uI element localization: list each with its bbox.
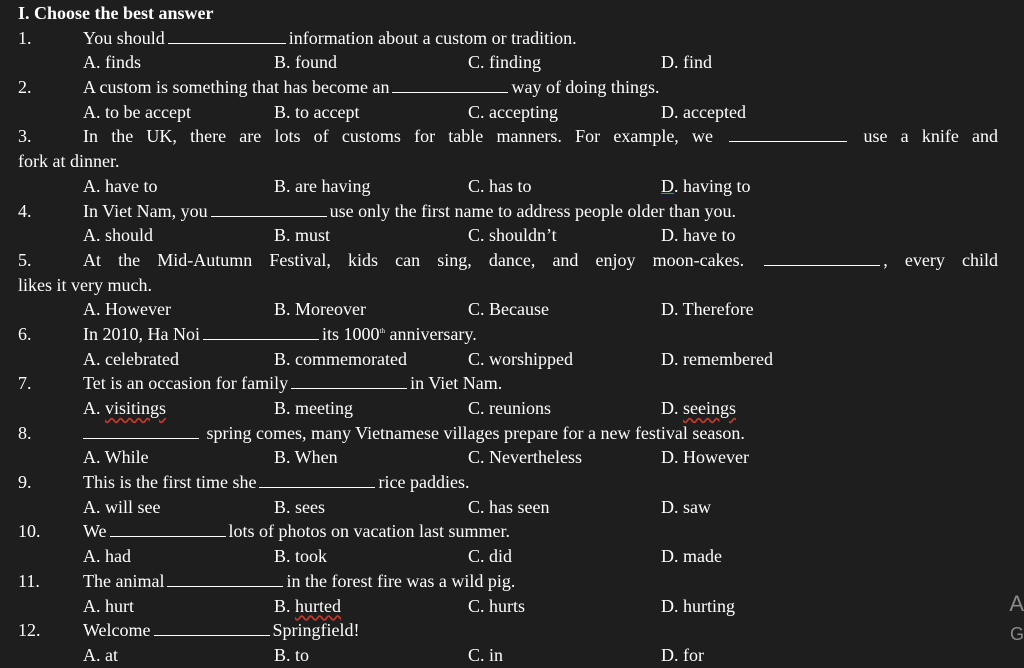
answer-blank (211, 199, 327, 217)
question-3 (18, 124, 998, 198)
option-b: B. took (274, 546, 328, 567)
option-a: A. finds (83, 52, 141, 73)
option-d: D. remembered (661, 348, 773, 369)
answer-blank (764, 248, 880, 266)
question-stem: You should information about a custom or tradition. (83, 27, 577, 48)
question-stem: Tet is an occasion for family in Viet Nam. (83, 373, 503, 394)
answer-blank (203, 322, 319, 340)
option-d: D. having to (661, 175, 751, 196)
option-b: B. found (274, 52, 337, 73)
option-b: B. hurted (274, 595, 341, 616)
question-stem: spring comes, many Vietnamese villages prepare for a new festival season. (83, 421, 745, 446)
option-d: D. hurting (661, 595, 735, 616)
spellcheck-word: visitings (105, 398, 167, 418)
options-row (18, 544, 998, 569)
question-stem: We lots of photos on vacation last summer. (83, 521, 511, 542)
option-b: B. When (274, 447, 338, 468)
option-c: C. did (468, 546, 513, 567)
question-9 (18, 470, 998, 519)
answer-blank (168, 26, 286, 44)
options-row (18, 297, 998, 322)
options-row (18, 347, 998, 372)
answer-blank (110, 519, 226, 537)
option-b: B. Moreover (274, 299, 366, 320)
question-stem: Welcome Springfield! (83, 620, 360, 641)
option-d: D. for (661, 644, 704, 665)
option-c: C. shouldn’t (468, 225, 557, 246)
options-row (18, 174, 998, 199)
option-b: B. must (274, 225, 331, 246)
spellcheck-word: seeings (683, 398, 736, 418)
question-continuation: fork at dinner. (18, 151, 120, 172)
question-number: 11. (18, 570, 40, 591)
question-8 (18, 421, 998, 470)
option-b: B. sees (274, 496, 325, 517)
option-c: C. finding (468, 52, 542, 73)
option-a: A. celebrated (83, 348, 179, 369)
option-a: A. visitings (83, 398, 167, 418)
option-c: C. worshipped (468, 348, 573, 369)
question-12 (18, 618, 998, 667)
option-c: C. reunions (468, 398, 551, 418)
question-stem: This is the first time she rice paddies. (83, 472, 470, 493)
option-d: D. Therefore (661, 299, 754, 320)
ordinal-suffix: th (379, 326, 385, 335)
option-a: A. at (83, 644, 118, 665)
option-d: D. have to (661, 225, 736, 246)
question-number: 6. (18, 323, 32, 344)
question-number: 7. (18, 373, 32, 394)
option-d: D. seeings (661, 398, 736, 418)
question-stem: In the UK, there are lots of customs for table manners. For example, we use a knife and (83, 126, 998, 147)
question-number: 12. (18, 620, 41, 641)
answer-blank (729, 124, 847, 142)
answer-blank (83, 421, 199, 439)
question-4 (18, 199, 998, 248)
worksheet (18, 1, 998, 668)
option-b: B. commemorated (274, 348, 407, 369)
question-number: 3. (18, 126, 32, 147)
spellcheck-word: hurted (295, 595, 341, 616)
question-number: 4. (18, 200, 32, 221)
option-b: B. to (274, 644, 310, 665)
option-c: C. in (468, 644, 504, 665)
option-b: B. are having (274, 175, 371, 196)
answer-blank (167, 569, 283, 587)
option-d: D. find (661, 52, 712, 73)
option-a: A. should (83, 225, 154, 246)
answer-blank (154, 618, 270, 636)
question-number: 1. (18, 27, 32, 48)
question-stem: At the Mid-Autumn Festival, kids can sing, dance, and enjoy moon-cakes. , every child (83, 249, 998, 270)
question-stem: A custom is something that has become an way of doing things. (83, 77, 660, 98)
option-b: B. to accept (274, 101, 360, 122)
options-row (18, 643, 998, 668)
option-a: A. While (83, 447, 149, 468)
option-a: A. have to (83, 175, 158, 196)
option-b: B. meeting (274, 398, 353, 418)
answer-blank (392, 75, 508, 93)
question-continuation: likes it very much. (18, 274, 152, 295)
options-row (18, 223, 998, 248)
question-number: 2. (18, 77, 32, 98)
option-c: C. Because (468, 299, 549, 320)
options-row (18, 594, 998, 619)
answer-blank (291, 371, 407, 389)
option-a: A. However (83, 299, 171, 320)
option-c: C. has seen (468, 496, 550, 517)
options-row (18, 495, 998, 520)
question-11 (18, 569, 998, 618)
option-d: D. made (661, 546, 722, 567)
question-number: 5. (18, 249, 32, 270)
option-a: A. to be accept (83, 101, 191, 122)
option-a: A. hurt (83, 595, 134, 616)
options-row (18, 50, 998, 75)
question-number: 8. (18, 422, 32, 443)
edge-glyph-a: A (1009, 591, 1024, 616)
question-2 (18, 75, 998, 124)
answer-blank (259, 470, 375, 488)
options-row (18, 445, 998, 470)
option-c: C. accepting (468, 101, 558, 122)
question-1 (18, 26, 998, 75)
option-c: C. hurts (468, 595, 526, 616)
question-number: 10. (18, 521, 41, 542)
option-d: D. saw (661, 496, 711, 517)
option-d: D. accepted (661, 101, 746, 122)
option-a: A. had (83, 546, 131, 567)
options-row (18, 396, 998, 421)
question-7 (18, 371, 998, 420)
edge-glyph-g: G (1009, 624, 1024, 644)
section-heading: I. Choose the best answer (18, 3, 214, 23)
options-row (18, 100, 998, 125)
question-10 (18, 519, 998, 568)
option-c: C. has to (468, 175, 532, 196)
option-d: D. However (661, 447, 749, 468)
option-a: A. will see (83, 496, 161, 517)
question-number: 9. (18, 472, 32, 493)
question-stem: The animal in the forest fire was a wild pig. (83, 570, 516, 591)
question-stem: In 2010, Ha Noi its 1000th anniversary. (83, 323, 477, 344)
option-c: C. Nevertheless (468, 447, 582, 468)
question-5 (18, 248, 998, 322)
question-stem: In Viet Nam, you use only the first name to address people older than you. (83, 200, 736, 221)
question-6 (18, 322, 998, 371)
